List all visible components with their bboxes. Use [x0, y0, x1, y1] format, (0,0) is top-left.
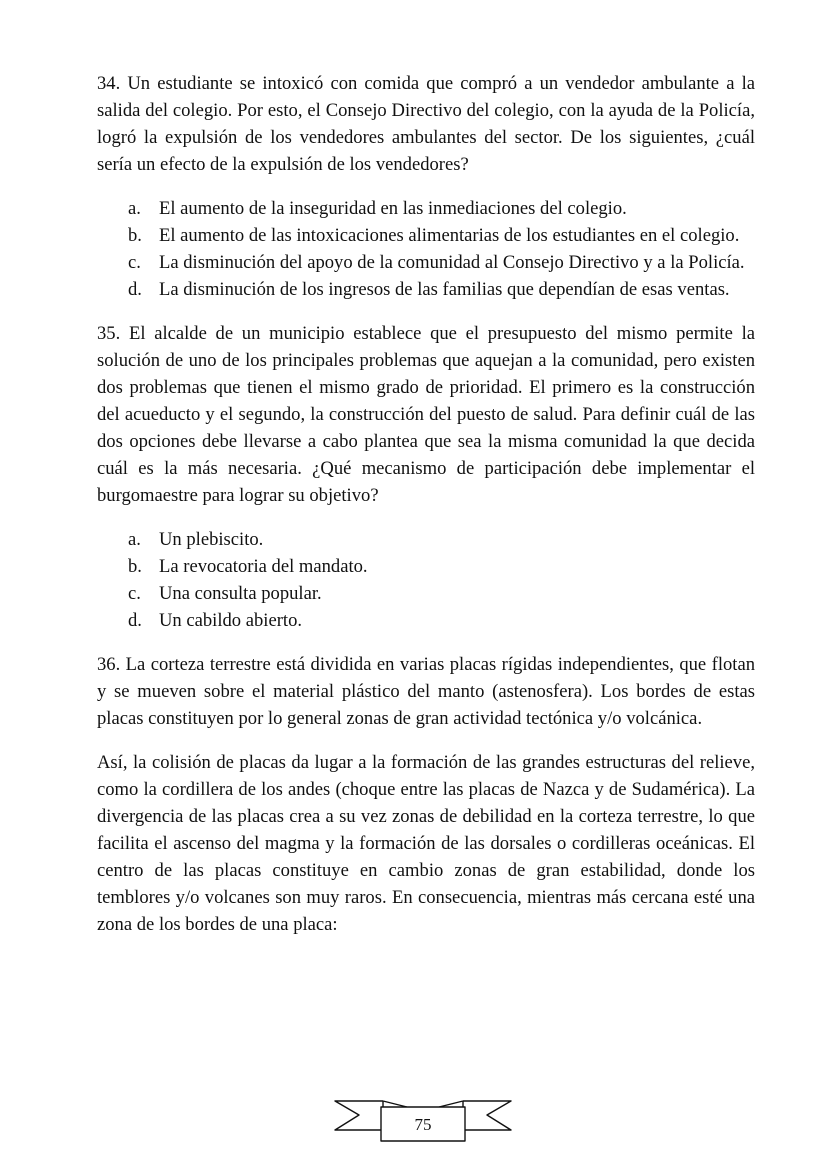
- option-letter: d.: [128, 610, 142, 631]
- option-text: El aumento de la inseguridad en las inmediaciones del colegio.: [159, 198, 627, 219]
- option-34-a[interactable]: [128, 195, 755, 222]
- question-35-options: [97, 526, 755, 634]
- option-letter: c.: [128, 252, 141, 273]
- option-text: Un plebiscito.: [159, 529, 264, 550]
- question-35-stem: 35. El alcalde de un municipio establece que el presupuesto del mismo permite la solución de uno de los principales problemas que aquejan a la comunidad, pero existen dos problemas que tienen el mismo grado de prioridad. El primero es la construcción del acueducto y el segundo, la construcción del puesto de salud. Para definir cuál de las dos opciones debe llevarse a cabo plantea que sea la misma comunidad la que decida cuál es la más necesaria. ¿Qué mecanismo de participación debe implementar el burgomaestre para lograr su objetivo?: [97, 323, 755, 506]
- question-34-options: [97, 195, 755, 303]
- page-footer: [333, 1093, 513, 1145]
- question-34-stem: 34. Un estudiante se intoxicó con comida que compró a un vendedor ambulante a la salida del colegio. Por esto, el Consejo Directivo del colegio, con la ayuda de la Policía, logró la expulsión de los vendedores ambulantes del sector. De los siguientes, ¿cuál sería un efecto de la expulsión de los vendedores?: [97, 73, 755, 175]
- page-content: [97, 70, 755, 938]
- option-35-d[interactable]: [128, 607, 755, 634]
- option-letter: d.: [128, 279, 142, 300]
- option-text: Un cabildo abierto.: [159, 610, 303, 631]
- option-34-b[interactable]: [128, 222, 755, 249]
- option-35-a[interactable]: [128, 526, 755, 553]
- option-35-c[interactable]: [128, 580, 755, 607]
- option-text: La revocatoria del mandato.: [159, 556, 368, 577]
- option-text: El aumento de las intoxicaciones alimentarias de los estudiantes en el colegio.: [159, 225, 740, 246]
- option-letter: a.: [128, 529, 141, 550]
- option-letter: a.: [128, 198, 141, 219]
- option-34-d[interactable]: [128, 276, 755, 303]
- option-text: La disminución de los ingresos de las familias que dependían de esas ventas.: [159, 279, 730, 300]
- option-34-c[interactable]: [128, 249, 755, 276]
- option-text: Una consulta popular.: [159, 583, 322, 604]
- option-letter: b.: [128, 556, 142, 577]
- question-36-paragraph-2: Así, la colisión de placas da lugar a la formación de las grandes estructuras del relieve, como la cordillera de los andes (choque entre las placas de Nazca y de Sudamérica). La divergencia de las placas crea a su vez zonas de debilidad en la corteza terrestre, lo que facilita el ascenso del magma y la formación de las dorsales o cordilleras oceánicas. El centro de las placas constituye en cambio zonas de gran estabilidad, donde los temblores y/o volcanes son muy raros. En consecuencia, mientras más cercana esté una zona de los bordes de una placa:: [97, 752, 755, 935]
- page-number: 75: [414, 1115, 432, 1134]
- question-36-paragraph-1: 36. La corteza terrestre está dividida en varias placas rígidas independientes, que flotan y se mueven sobre el material plástico del manto (astenosfera). Los bordes de estas placas constituyen por lo general zonas de gran actividad tectónica y/o volcánica.: [97, 654, 755, 729]
- option-letter: b.: [128, 225, 142, 246]
- option-text: La disminución del apoyo de la comunidad al Consejo Directivo y a la Policía.: [159, 252, 745, 273]
- option-letter: c.: [128, 583, 141, 604]
- option-35-b[interactable]: [128, 553, 755, 580]
